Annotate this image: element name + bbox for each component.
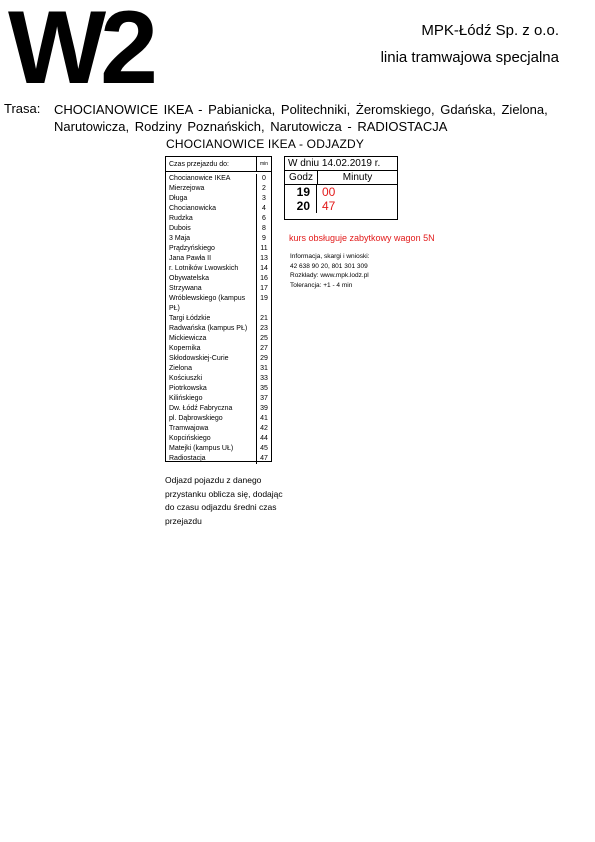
departure-minutes: 47 bbox=[322, 199, 336, 213]
stop-row bbox=[166, 214, 271, 224]
stop-row bbox=[166, 234, 271, 244]
stop-name: Chocianowicka bbox=[169, 205, 217, 212]
stop-name: Skłodowskiej-Curie bbox=[169, 355, 229, 362]
stop-name: Dw. Łódź Fabryczna bbox=[169, 405, 233, 412]
stop-name: Zielona bbox=[169, 365, 192, 372]
stop-row bbox=[166, 434, 271, 444]
info-line: Informacja, skargi i wnioski: bbox=[290, 253, 370, 260]
info-line: Tolerancja: +1 - 4 min bbox=[290, 281, 353, 289]
stop-name: Radwańska (kampus PŁ) bbox=[169, 325, 248, 332]
stop-name: Długa bbox=[169, 195, 188, 202]
hour-column-header: Godz bbox=[285, 171, 318, 184]
stops-travel-time-table bbox=[165, 156, 272, 462]
departure-hour: 20 bbox=[285, 199, 317, 213]
stops-table-header bbox=[166, 157, 271, 172]
stops-header-label: Czas przejazdu do: bbox=[169, 160, 229, 168]
stop-travel-minutes: 4 bbox=[256, 204, 271, 214]
stop-travel-minutes: 17 bbox=[256, 284, 271, 294]
stop-name: Kopcińskiego bbox=[169, 435, 211, 442]
stop-name: Radiostacja bbox=[169, 455, 206, 462]
stop-row bbox=[166, 314, 271, 324]
stop-row bbox=[166, 414, 271, 424]
stop-name: Mierzejowa bbox=[169, 185, 205, 192]
stop-name: Targi Łódzkie bbox=[169, 315, 211, 322]
departure-minutes: 00 bbox=[322, 185, 336, 199]
stop-name: Kopernika bbox=[169, 345, 201, 352]
stop-travel-minutes: 14 bbox=[256, 264, 271, 274]
stop-travel-minutes: 37 bbox=[256, 394, 271, 404]
stop-row bbox=[166, 334, 271, 344]
stop-name: 3 Maja bbox=[169, 235, 191, 242]
stop-row bbox=[166, 244, 271, 254]
stop-travel-minutes: 31 bbox=[256, 364, 271, 374]
stop-row bbox=[166, 194, 271, 204]
stop-travel-minutes: 6 bbox=[256, 214, 271, 224]
direction-title: CHOCIANOWICE IKEA - ODJAZDY bbox=[166, 137, 365, 151]
stop-name: Chocianowice IKEA bbox=[169, 175, 231, 182]
stop-name: Dubois bbox=[169, 225, 191, 232]
stop-row bbox=[166, 174, 271, 184]
operator-name: MPK-Łódź Sp. z o.o. bbox=[421, 22, 559, 39]
stop-travel-minutes: 27 bbox=[256, 344, 271, 354]
timetable-row bbox=[285, 199, 397, 213]
stop-row bbox=[166, 394, 271, 404]
stop-travel-minutes: 13 bbox=[256, 254, 271, 264]
route-label: Trasa: bbox=[4, 101, 41, 116]
stop-row bbox=[166, 204, 271, 214]
stop-row bbox=[166, 264, 271, 274]
timetable-row bbox=[285, 185, 397, 199]
stop-travel-minutes: 42 bbox=[256, 424, 271, 434]
stop-name: Tramwajowa bbox=[169, 425, 209, 432]
stop-travel-minutes: 0 bbox=[256, 174, 271, 184]
line-number: W2 bbox=[8, 0, 152, 106]
stop-travel-minutes: 11 bbox=[256, 244, 271, 254]
stop-travel-minutes: 44 bbox=[256, 434, 271, 444]
stop-row bbox=[166, 354, 271, 364]
stop-row bbox=[166, 384, 271, 394]
stop-row bbox=[166, 324, 271, 334]
stop-name: Prądzyńskiego bbox=[169, 245, 215, 252]
travel-time-footnote: Odjazd pojazdu z danego przystanku oblicza się, dodając do czasu odjazdu średni czas przejazdu bbox=[165, 475, 283, 526]
stop-row bbox=[166, 184, 271, 194]
contact-info bbox=[290, 252, 369, 290]
stop-name: Jana Pawła II bbox=[169, 255, 212, 262]
stop-travel-minutes: 35 bbox=[256, 384, 271, 394]
stop-name: Kościuszki bbox=[169, 375, 203, 382]
stop-name: r. Lotników Lwowskich bbox=[169, 265, 239, 272]
timetable-header bbox=[285, 171, 397, 185]
stop-name: Piotrkowska bbox=[169, 385, 207, 392]
info-line: Rozkłady: www.mpk.lodz.pl bbox=[290, 272, 369, 279]
stop-row bbox=[166, 374, 271, 384]
departure-timetable bbox=[284, 156, 398, 220]
stop-name: Obywatelska bbox=[169, 275, 210, 282]
stops-header-min: min bbox=[256, 157, 271, 171]
timetable-date: W dniu 14.02.2019 r. bbox=[285, 157, 397, 171]
stop-row bbox=[166, 254, 271, 264]
stop-name: Rudzka bbox=[169, 215, 193, 222]
stop-row bbox=[166, 294, 271, 314]
stop-travel-minutes: 25 bbox=[256, 334, 271, 344]
route-description: CHOCIANOWICE IKEA - Pabianicka, Politechniki, Żeromskiego, Gdańska, Zielona, Narutowicza, Rodziny Poznańskich, Narutowicza - RADIOSTACJA bbox=[54, 102, 548, 134]
stop-travel-minutes: 21 bbox=[256, 314, 271, 324]
stop-row bbox=[166, 224, 271, 234]
stop-travel-minutes: 19 bbox=[256, 294, 271, 314]
stop-travel-minutes: 41 bbox=[256, 414, 271, 424]
stop-row bbox=[166, 274, 271, 284]
stop-row bbox=[166, 344, 271, 354]
stop-name: pl. Dąbrowskiego bbox=[169, 415, 223, 422]
info-line: 42 638 90 20, 801 301 309 bbox=[290, 262, 368, 270]
line-type-subtitle: linia tramwajowa specjalna bbox=[380, 49, 559, 66]
minutes-column-header: Minuty bbox=[342, 172, 373, 183]
stop-travel-minutes: 2 bbox=[256, 184, 271, 194]
stop-travel-minutes: 47 bbox=[256, 454, 271, 464]
stop-name: Mickiewicza bbox=[169, 335, 207, 342]
stop-travel-minutes: 9 bbox=[256, 234, 271, 244]
stop-travel-minutes: 8 bbox=[256, 224, 271, 234]
stop-name: Wróblewskiego (kampus PŁ) bbox=[169, 295, 246, 312]
stop-travel-minutes: 16 bbox=[256, 274, 271, 284]
stop-row bbox=[166, 364, 271, 374]
departure-hour: 19 bbox=[285, 185, 317, 199]
stop-travel-minutes: 29 bbox=[256, 354, 271, 364]
stop-row bbox=[166, 424, 271, 434]
vintage-tram-note: kurs obsługuje zabytkowy wagon 5N bbox=[289, 233, 435, 243]
stop-row bbox=[166, 454, 271, 464]
stop-row bbox=[166, 284, 271, 294]
stop-row bbox=[166, 444, 271, 454]
stop-name: Strzywana bbox=[169, 285, 202, 292]
stop-list bbox=[166, 172, 271, 464]
stop-travel-minutes: 39 bbox=[256, 404, 271, 414]
stop-travel-minutes: 23 bbox=[256, 324, 271, 334]
stop-travel-minutes: 45 bbox=[256, 444, 271, 454]
stop-name: Matejki (kampus UŁ) bbox=[169, 445, 234, 452]
stop-travel-minutes: 3 bbox=[256, 194, 271, 204]
stop-row bbox=[166, 404, 271, 414]
stop-name: Kilińskiego bbox=[169, 395, 203, 402]
stop-travel-minutes: 33 bbox=[256, 374, 271, 384]
